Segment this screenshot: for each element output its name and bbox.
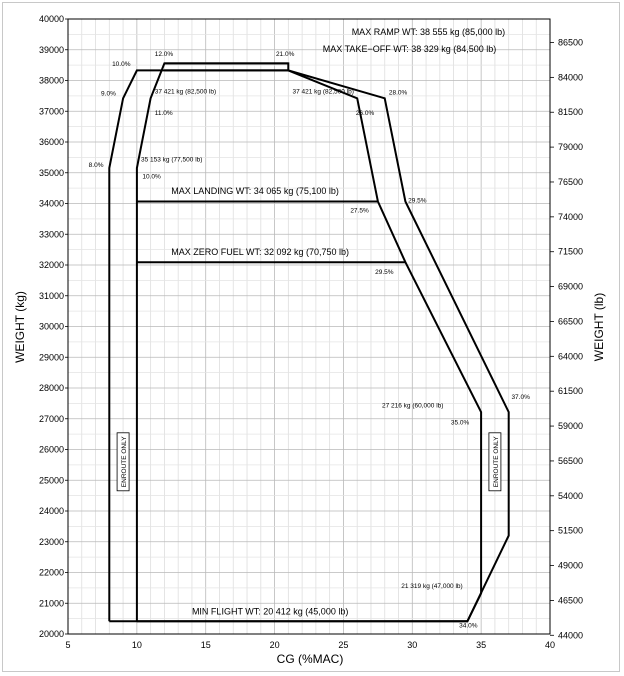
y-tick-label: 33000 xyxy=(38,229,64,240)
x-axis-title: CG (%MAC) xyxy=(276,652,344,666)
y2-tick-label: 54000 xyxy=(558,490,584,501)
y2-tick-label: 71500 xyxy=(558,246,584,257)
y-tick-label: 34000 xyxy=(38,198,64,209)
annotation: 37.0% xyxy=(511,393,530,401)
y-tick-label: 29000 xyxy=(38,352,64,363)
y-axis-title: WEIGHT (kg) xyxy=(13,291,27,363)
y2-tick-label: 46500 xyxy=(558,595,584,606)
y-tick-label: 24000 xyxy=(38,506,64,516)
x-tick-label: 40 xyxy=(544,640,556,650)
y2-tick-label: 84000 xyxy=(558,72,584,83)
annotation: 21.0% xyxy=(275,50,295,58)
y-tick-labels xyxy=(39,14,68,639)
y-tick-label: 37000 xyxy=(38,106,64,117)
annotation: 21 319 kg (47,000 lb) xyxy=(401,582,463,590)
y-tick-label: 39000 xyxy=(38,44,64,55)
y2-tick-label: 44000 xyxy=(558,630,584,641)
y-tick-label: 26000 xyxy=(38,444,64,455)
y2-tick-label: 64000 xyxy=(558,351,584,362)
x-tick-labels xyxy=(65,640,555,650)
enroute-labels xyxy=(117,433,501,491)
y-tick-label: 31000 xyxy=(38,290,64,301)
annotation: 26.0% xyxy=(355,109,375,117)
enroute-label: ENROUTE ONLY xyxy=(492,436,500,488)
y-tick-label: 36000 xyxy=(38,137,64,147)
annotation: MAX RAMP WT: 38 555 kg (85,000 lb) xyxy=(351,26,506,37)
annotation: 37 421 kg (82,500 lb) xyxy=(154,88,217,96)
y2-tick-label: 86500 xyxy=(558,37,584,48)
annotation: MAX LANDING WT: 34 065 kg (75,100 lb) xyxy=(171,185,339,196)
y2-tick-label: 49000 xyxy=(558,560,584,571)
y2-tick-label: 74000 xyxy=(558,211,584,222)
annotations xyxy=(89,27,530,630)
y2-tick-label: 61500 xyxy=(558,386,584,397)
annotation: MAX TAKE−OFF WT: 38 329 kg (84,500 lb) xyxy=(322,44,497,55)
x-tick-label: 10 xyxy=(131,640,142,650)
x-tick-label: 20 xyxy=(269,640,280,650)
enroute-label-group xyxy=(489,433,501,491)
y2-tick-label: 51500 xyxy=(558,525,584,536)
x-tick-label: 15 xyxy=(200,640,211,650)
annotation: 27.5% xyxy=(350,207,369,215)
annotation: 29.5% xyxy=(408,197,427,205)
y2-tick-label: 79000 xyxy=(558,142,584,153)
x-tick-label: 30 xyxy=(407,640,418,650)
y-tick-label: 40000 xyxy=(38,14,64,24)
y2-tick-label: 76500 xyxy=(558,176,584,187)
y-tick-label: 28000 xyxy=(38,383,64,393)
y-tick-label: 23000 xyxy=(38,536,64,547)
annotation: 10.0% xyxy=(142,173,161,181)
enroute-label-group xyxy=(117,433,129,491)
annotation: 34.0% xyxy=(459,622,478,630)
y-tick-label: 38000 xyxy=(38,75,64,86)
annotation: 35.0% xyxy=(450,419,470,427)
grid xyxy=(68,19,550,634)
annotation: 12.0% xyxy=(154,50,174,58)
x-tick-label: 25 xyxy=(338,640,349,650)
y-tick-label: 21000 xyxy=(38,598,64,609)
annotation: 8.0% xyxy=(88,162,104,170)
y2-tick-labels xyxy=(550,38,583,641)
y-tick-label: 27000 xyxy=(38,413,64,424)
annotation: 9.0% xyxy=(101,90,116,98)
y2-axis-title: WEIGHT (lb) xyxy=(592,292,606,362)
annotation: 10.0% xyxy=(112,61,131,69)
y2-tick-label: 69000 xyxy=(558,281,584,292)
series-line-takeoff-envelope xyxy=(137,63,481,621)
annotation: 37 421 kg (82,500 lb) xyxy=(292,88,354,96)
y-tick-label: 22000 xyxy=(38,567,64,578)
y2-tick-label: 66500 xyxy=(558,316,584,327)
annotation: 11.0% xyxy=(154,109,173,117)
x-tick-label: 5 xyxy=(65,640,71,650)
annotation: MIN FLIGHT WT: 20 412 kg (45,000 lb) xyxy=(191,606,349,617)
y2-tick-label: 81500 xyxy=(558,107,584,118)
envelope-lines xyxy=(109,63,508,621)
annotation: 35 153 kg (77,500 lb) xyxy=(140,156,203,164)
y-tick-label: 32000 xyxy=(38,260,64,270)
enroute-label: ENROUTE ONLY xyxy=(121,436,129,488)
y-tick-label: 25000 xyxy=(38,475,64,486)
y-tick-label: 30000 xyxy=(38,321,64,332)
annotation: 29.5% xyxy=(375,269,394,277)
y2-tick-label: 56500 xyxy=(558,455,584,466)
y-tick-label: 35000 xyxy=(38,167,64,178)
y-tick-label: 20000 xyxy=(38,629,64,639)
y2-tick-label: 59000 xyxy=(558,421,584,432)
series-line-enroute-envelope xyxy=(109,70,508,621)
x-tick-label: 35 xyxy=(476,640,487,650)
annotation: MAX ZERO FUEL WT: 32 092 kg (70,750 lb) xyxy=(171,246,350,257)
annotation: 27 216 kg (60,000 lb) xyxy=(381,402,444,410)
annotation: 28.0% xyxy=(388,89,408,97)
